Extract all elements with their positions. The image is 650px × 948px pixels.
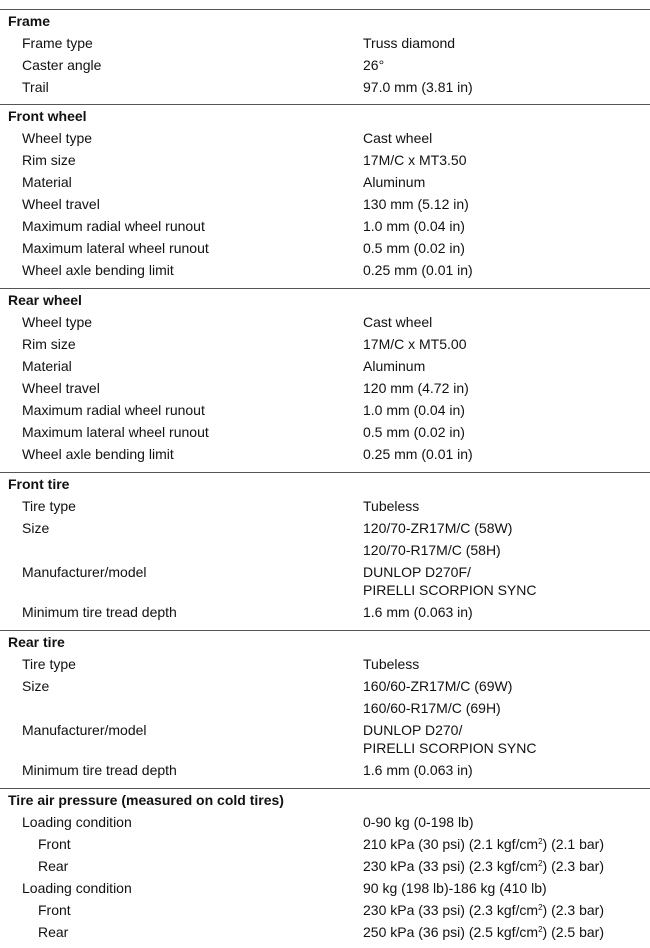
spec-value: Aluminum (363, 174, 426, 190)
spec-label: Rim size (22, 152, 76, 168)
spec-label: Minimum tire tread depth (22, 762, 177, 778)
spec-label: Wheel travel (22, 380, 100, 396)
spec-value: 0.5 mm (0.02 in) (363, 240, 465, 256)
spec-value: 0.25 mm (0.01 in) (363, 446, 473, 462)
spec-label: Manufacturer/model (22, 564, 147, 580)
spec-value: 250 kPa (36 psi) (2.5 kgf/$cm^2$) (2.5 bar) (363, 924, 604, 940)
spec-value: 17M/C x MT3.50 (363, 152, 467, 168)
spec-label: Material (22, 358, 72, 374)
section-title: Rear wheel (8, 292, 82, 308)
spec-value: Cast wheel (363, 130, 433, 146)
spec-value: 230 kPa (33 psi) (2.3 kgf/$cm^2$) (2.3 bar) (363, 858, 604, 874)
spec-value: 120/70-R17M/C (58H) (363, 542, 501, 558)
spec-value: 0.5 mm (0.02 in) (363, 424, 465, 440)
spec-label: Maximum radial wheel runout (22, 402, 205, 418)
spec-label: Size (22, 520, 50, 536)
spec-value: 26° (363, 57, 385, 73)
spec-label: Rear (38, 924, 69, 940)
spec-label: Tire type (22, 498, 76, 514)
spec-label: Maximum radial wheel runout (22, 218, 205, 234)
spec-label: Frame type (22, 35, 93, 51)
spec-label: Rim size (22, 336, 76, 352)
section-title: Frame (8, 13, 51, 29)
spec-label: Loading condition (22, 814, 132, 830)
spec-value: 1.6 mm (0.063 in) (363, 762, 473, 778)
spec-value: 210 kPa (30 psi) (2.1 kgf/$cm^2$) (2.1 bar) (363, 836, 604, 852)
spec-label: Maximum lateral wheel runout (22, 424, 209, 440)
spec-label: Tire type (22, 656, 76, 672)
spec-value: 1.6 mm (0.063 in) (363, 604, 473, 620)
spec-label: Loading condition (22, 880, 132, 896)
section-title: Rear tire (8, 634, 65, 650)
spec-label: Minimum tire tread depth (22, 604, 177, 620)
spec-label: Wheel type (22, 130, 93, 146)
spec-value: 230 kPa (33 psi) (2.3 kgf/$cm^2$) (2.3 bar) (363, 902, 604, 918)
spec-label: Wheel axle bending limit (22, 262, 174, 278)
spec-value: PIRELLI SCORPION SYNC (363, 740, 537, 756)
spec-value: 130 mm (5.12 in) (363, 196, 469, 212)
spec-label: Trail (22, 79, 49, 95)
spec-value: 160/60-ZR17M/C (69W) (363, 678, 513, 694)
spec-value: Tubeless (363, 498, 420, 514)
section-title: Front tire (8, 476, 70, 492)
spec-value: Truss diamond (363, 35, 456, 51)
spec-value: 90 kg (198 lb)-186 kg (410 lb) (363, 880, 547, 896)
spec-value: 120/70-ZR17M/C (58W) (363, 520, 513, 536)
spec-value: 1.0 mm (0.04 in) (363, 402, 465, 418)
spec-value: 0.25 mm (0.01 in) (363, 262, 473, 278)
spec-label: Size (22, 678, 50, 694)
spec-value: Cast wheel (363, 314, 433, 330)
spec-value: PIRELLI SCORPION SYNC (363, 582, 537, 598)
spec-label: Wheel type (22, 314, 93, 330)
spec-value: Aluminum (363, 358, 426, 374)
spec-value: DUNLOP D270/ (363, 722, 463, 738)
spec-value: 1.0 mm (0.04 in) (363, 218, 465, 234)
spec-value: 97.0 mm (3.81 in) (363, 79, 473, 95)
spec-label: Material (22, 174, 72, 190)
spec-value: 120 mm (4.72 in) (363, 380, 469, 396)
spec-label: Manufacturer/model (22, 722, 147, 738)
spec-value: DUNLOP D270F/ (363, 564, 471, 580)
section-title: Front wheel (8, 108, 87, 124)
spec-label: Front (38, 836, 71, 852)
spec-label: Wheel travel (22, 196, 100, 212)
spec-value: Tubeless (363, 656, 420, 672)
spec-label: Front (38, 902, 71, 918)
spec-value: 0-90 kg (0-198 lb) (363, 814, 474, 830)
spec-value: 160/60-R17M/C (69H) (363, 700, 501, 716)
section-title: Tire air pressure (measured on cold tires) (8, 792, 284, 808)
spec-label: Caster angle (22, 57, 102, 73)
spec-label: Maximum lateral wheel runout (22, 240, 209, 256)
spec-label: Wheel axle bending limit (22, 446, 174, 462)
spec-value: 17M/C x MT5.00 (363, 336, 467, 352)
spec-label: Rear (38, 858, 69, 874)
